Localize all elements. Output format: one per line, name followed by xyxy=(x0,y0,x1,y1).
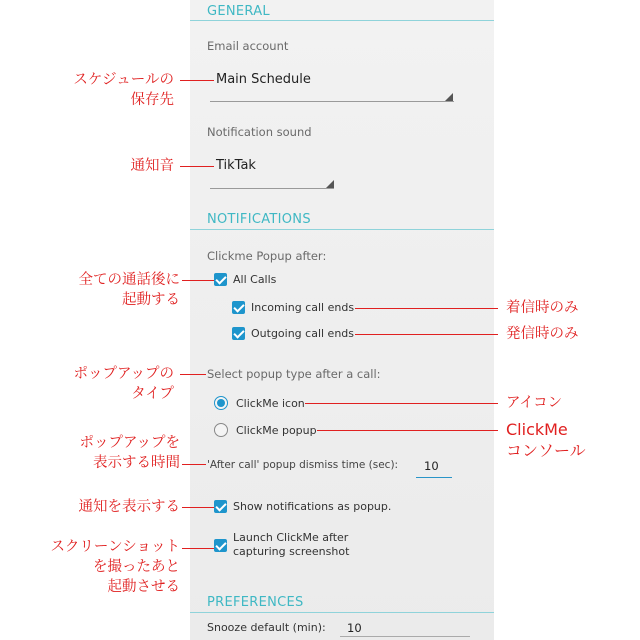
email-account-value: Main Schedule xyxy=(216,72,311,87)
annotation-leader xyxy=(180,374,206,375)
launch-label-line2: capturing screenshot xyxy=(233,545,350,558)
annotation-icon: アイコン xyxy=(506,395,563,411)
incoming-label: Incoming call ends xyxy=(251,301,355,314)
incoming-checkbox-row[interactable] xyxy=(232,301,354,314)
popup-after-label: Clickme Popup after: xyxy=(207,249,327,263)
launch-after-screenshot-label xyxy=(233,531,349,559)
clickme-popup-label: ClickMe popup xyxy=(236,423,317,437)
annotation-outgoing: 発信時のみ xyxy=(506,326,579,342)
dismiss-time-value: 10 xyxy=(424,459,439,473)
annotation-all-calls-line2: 起動する xyxy=(122,292,180,308)
notification-sound-label: Notification sound xyxy=(207,125,312,139)
annotation-leader xyxy=(355,308,498,309)
all-calls-label: All Calls xyxy=(233,273,277,286)
annotation-sound: 通知音 xyxy=(130,158,174,174)
checkbox-checked-icon[interactable] xyxy=(214,539,227,552)
annotation-all-calls xyxy=(79,270,181,310)
annotation-screenshot-line1: スクリーンショット xyxy=(50,539,180,555)
sound-spinner-underline xyxy=(210,188,334,189)
annotation-leader xyxy=(180,80,214,81)
general-header: GENERAL xyxy=(207,4,270,19)
general-divider xyxy=(190,20,494,21)
annotation-popup-type xyxy=(74,364,174,404)
email-spinner-underline xyxy=(210,101,454,102)
annotation-leader xyxy=(355,334,498,335)
popup-type-label: Select popup type after a call: xyxy=(207,367,381,381)
annotation-schedule-line2: 保存先 xyxy=(130,92,174,108)
clickme-icon-label: ClickMe icon xyxy=(236,396,305,410)
annotation-incoming: 着信時のみ xyxy=(506,300,579,316)
snooze-input-underline xyxy=(340,636,470,637)
dismiss-input-underline xyxy=(416,477,452,478)
preferences-divider xyxy=(190,612,494,613)
checkbox-checked-icon[interactable] xyxy=(214,500,227,513)
annotation-leader xyxy=(182,280,214,281)
preferences-header: PREFERENCES xyxy=(207,595,304,610)
checkbox-checked-icon[interactable] xyxy=(232,327,245,340)
snooze-default-value: 10 xyxy=(347,621,362,635)
notification-sound-value: TikTak xyxy=(216,158,256,173)
annotation-popup-type-line1: ポップアップの xyxy=(73,366,174,382)
annotation-leader xyxy=(182,464,206,465)
launch-label-line1: Launch ClickMe after xyxy=(233,531,349,544)
annotation-schedule xyxy=(73,70,174,110)
annotation-leader xyxy=(182,507,214,508)
annotation-console-line2: コンソール xyxy=(506,441,586,460)
annotation-leader xyxy=(182,548,214,549)
show-notifications-checkbox-row[interactable] xyxy=(214,500,391,513)
annotation-all-calls-line1: 全ての通話後に xyxy=(78,272,180,288)
annotation-leader xyxy=(180,166,214,167)
annotation-screenshot-line3: 起動させる xyxy=(107,579,180,595)
annotation-popup-type-line2: タイプ xyxy=(131,386,174,402)
clickme-icon-radio-row[interactable] xyxy=(214,396,305,410)
annotation-screenshot xyxy=(50,537,180,597)
annotation-leader xyxy=(305,403,498,404)
outgoing-label: Outgoing call ends xyxy=(251,327,355,340)
annotation-screenshot-line2: を撮ったあと xyxy=(93,559,180,575)
settings-panel xyxy=(190,0,494,640)
launch-after-screenshot-checkbox-row[interactable] xyxy=(214,531,349,559)
annotation-show-notifications: 通知を表示する xyxy=(78,499,180,515)
dropdown-arrow-icon xyxy=(445,93,453,101)
notifications-divider xyxy=(190,229,494,230)
annotation-dismiss-line2: 表示する時間 xyxy=(93,455,180,471)
notifications-header: NOTIFICATIONS xyxy=(207,212,311,227)
radio-unselected-icon[interactable] xyxy=(214,423,228,437)
annotation-dismiss-time xyxy=(80,433,180,473)
radio-selected-icon[interactable] xyxy=(214,396,228,410)
annotation-schedule-line1: スケジュールの xyxy=(73,72,174,88)
clickme-popup-radio-row[interactable] xyxy=(214,423,317,437)
email-account-label: Email account xyxy=(207,39,289,53)
annotation-console xyxy=(506,419,586,461)
all-calls-checkbox-row[interactable] xyxy=(214,273,276,286)
outgoing-checkbox-row[interactable] xyxy=(232,327,354,340)
checkbox-checked-icon[interactable] xyxy=(214,273,227,286)
show-notifications-label: Show notifications as popup. xyxy=(233,500,392,513)
checkbox-checked-icon[interactable] xyxy=(232,301,245,314)
dismiss-time-label: 'After call' popup dismiss time (sec): xyxy=(207,459,399,471)
dropdown-arrow-icon xyxy=(326,180,334,188)
annotation-console-line1: ClickMe xyxy=(506,420,568,439)
annotation-dismiss-line1: ポップアップを xyxy=(79,435,180,451)
snooze-default-label: Snooze default (min): xyxy=(207,621,326,634)
annotation-leader xyxy=(317,430,498,431)
